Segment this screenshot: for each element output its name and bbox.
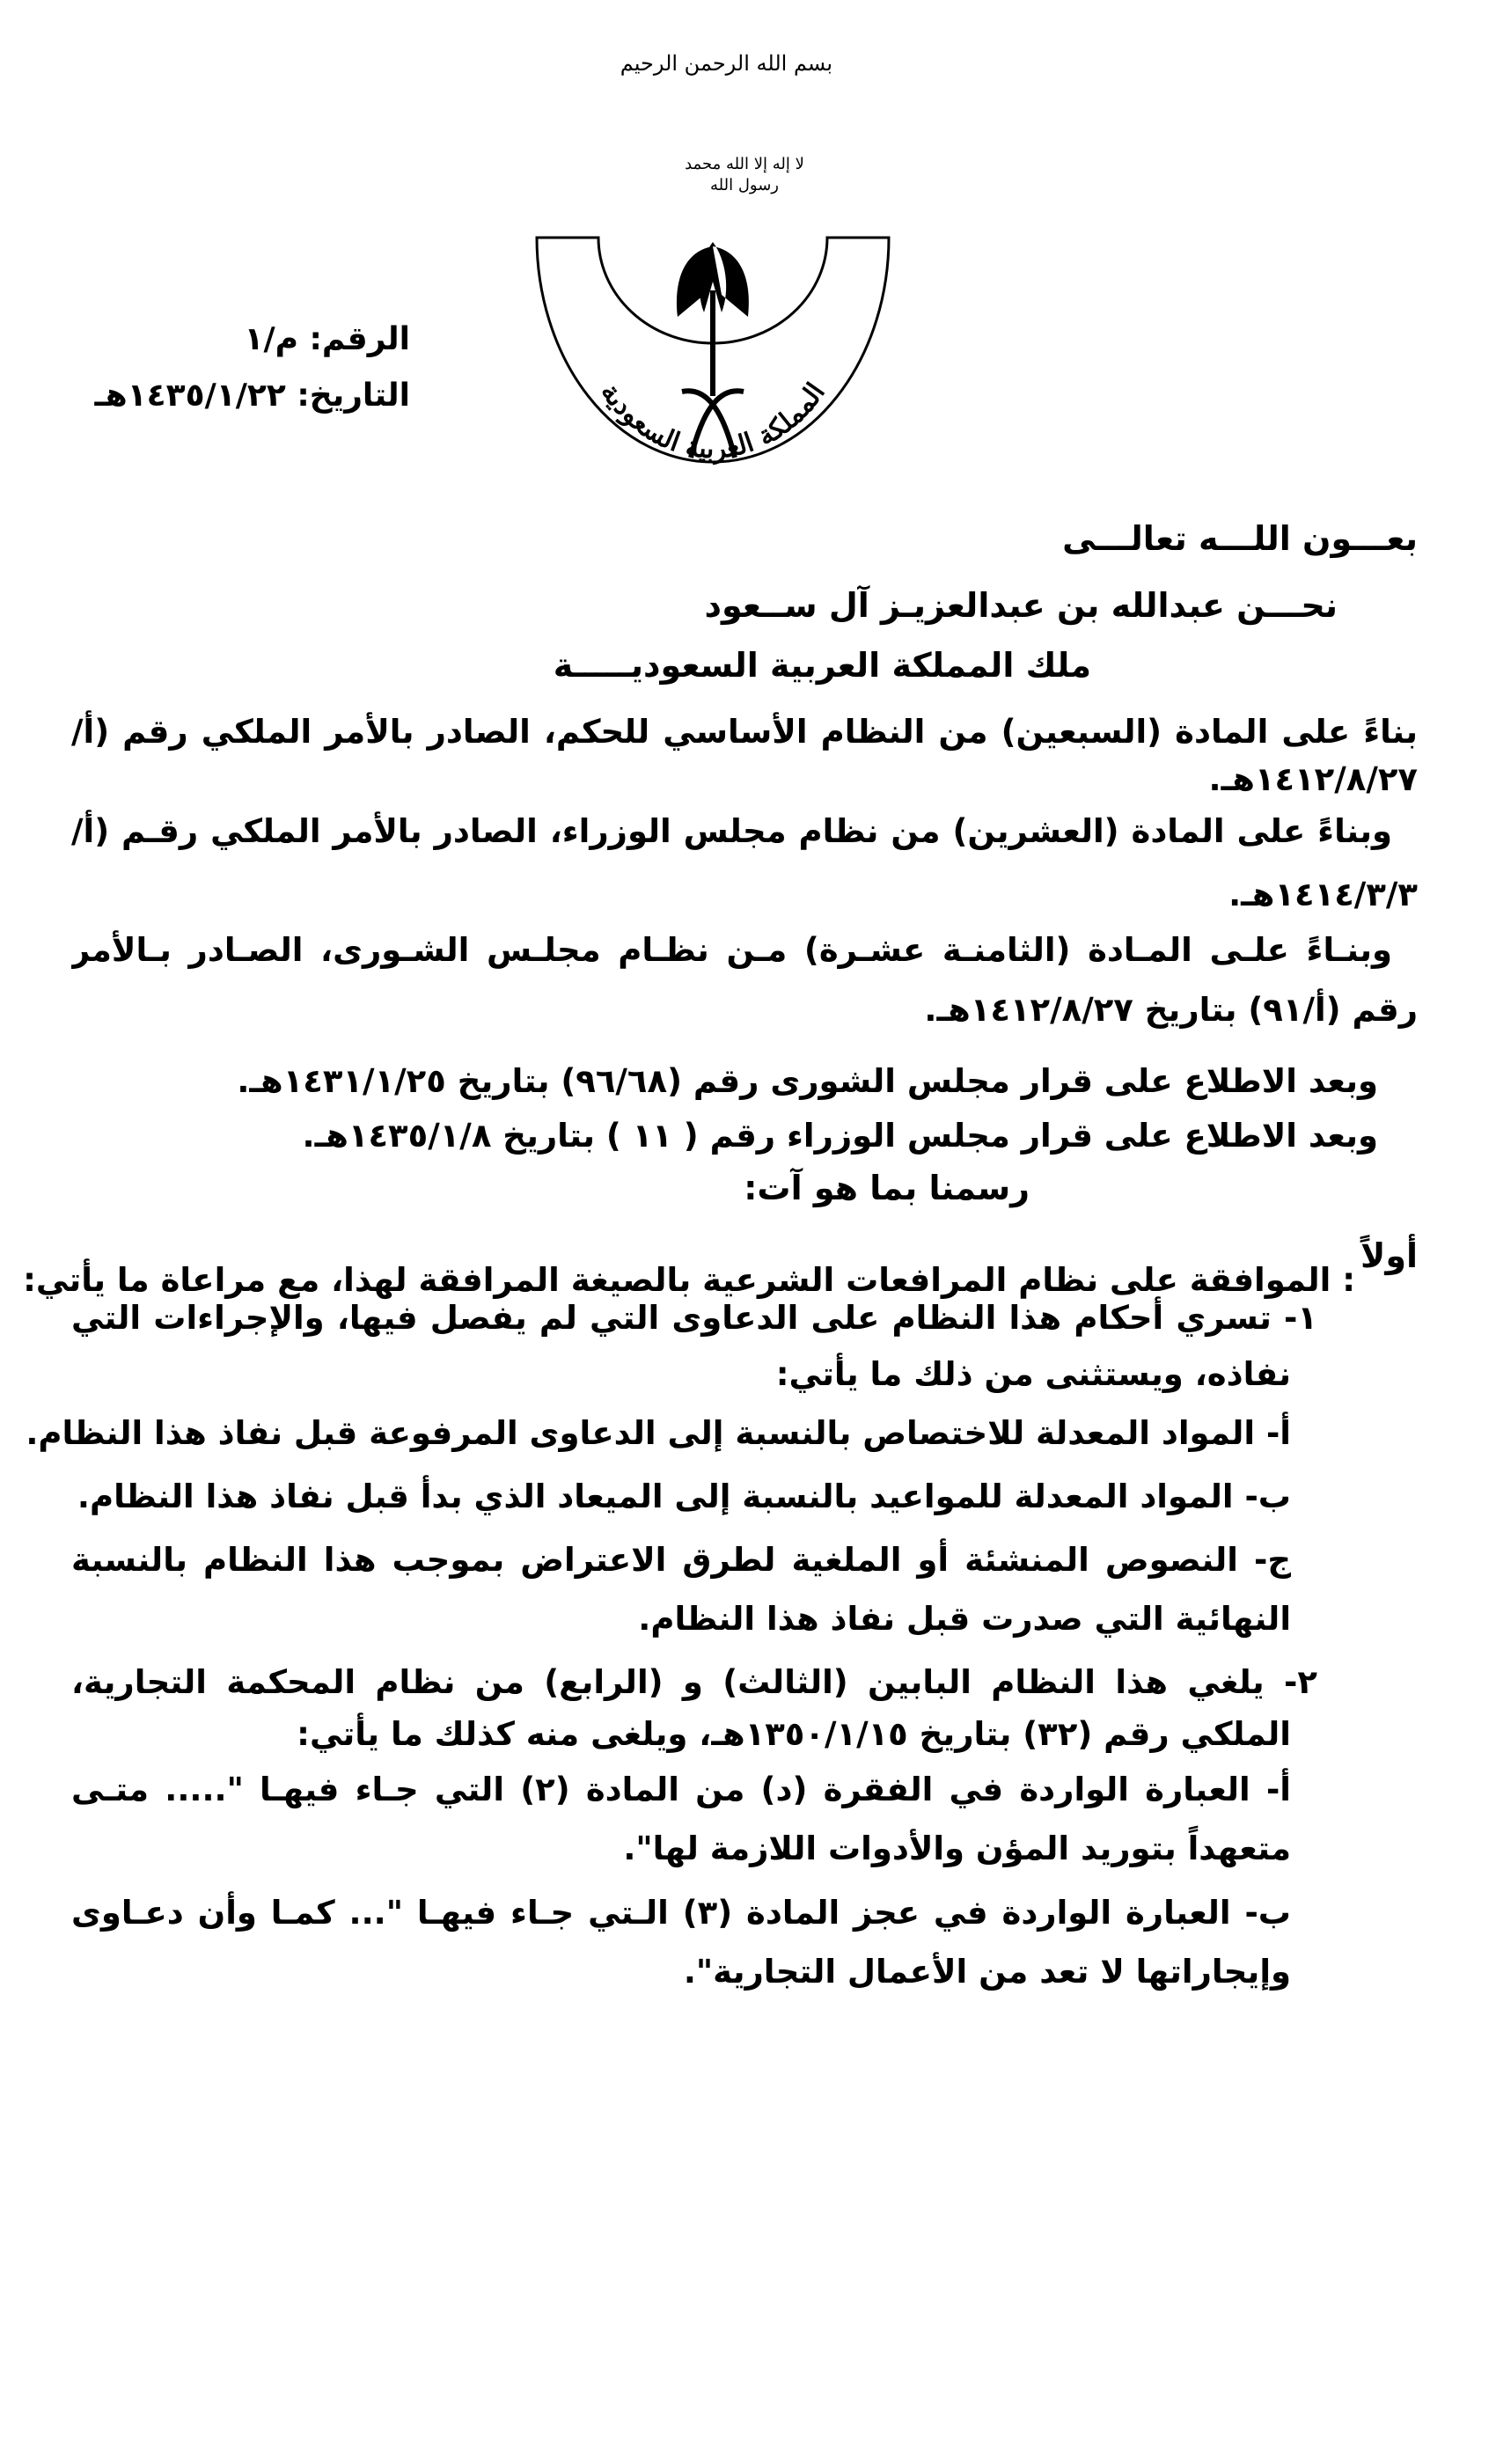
recital-5: وبعد الاطلاع على قرار مجلس الوزراء رقم ( ١١ ) بتاريخ ١٤٣٥/١/٨هـ. — [302, 1117, 1378, 1155]
basmala: بسم الله الرحمن الرحيم — [620, 51, 832, 76]
shahada: لا إله إلا الله محمد رسول الله — [685, 155, 804, 194]
recital-4: وبعد الاطلاع على قرار مجلس الشورى رقم (٩٦/٦٨) بتاريخ ١٤٣١/١/٢٥هـ. — [237, 1062, 1378, 1100]
palm-tree-icon — [677, 242, 749, 396]
opening-invocation: بعـــون اللـــه تعالـــى — [1062, 519, 1418, 558]
saudi-emblem — [528, 229, 898, 475]
svg-text:المملكة العربية السعودية: المملكة العربية السعودية — [594, 377, 832, 466]
king-name: نحـــن عبدالله بن عبدالعزيـز آل ســعود — [704, 586, 1338, 625]
reference-date: التاريخ: ١٤٣٥/١/٢٢هـ — [94, 378, 410, 414]
decree-intro: رسمنا بما هو آت: — [744, 1169, 1030, 1207]
reference-number: الرقم: م/١ — [244, 321, 410, 357]
first-text: : الموافقة على نظام المرافعات الشرعية بالصيغة المرافقة لهذا، مع مراعاة ما يأتي: — [23, 1261, 1355, 1299]
item-1-sub-a: أ- المواد المعدلة للاختصاص بالنسبة إلى الدعاوى المرفوعة قبل نفاذ هذا النظام. — [26, 1414, 1291, 1452]
first-label: أولاً — [1360, 1236, 1418, 1275]
item-1-sub-b: ب- المواد المعدلة للمواعيد بالنسبة إلى الميعاد الذي بدأ قبل نفاذ هذا النظام. — [77, 1478, 1291, 1515]
king-title: ملك المملكة العربية السعوديـــــة — [553, 646, 1091, 685]
